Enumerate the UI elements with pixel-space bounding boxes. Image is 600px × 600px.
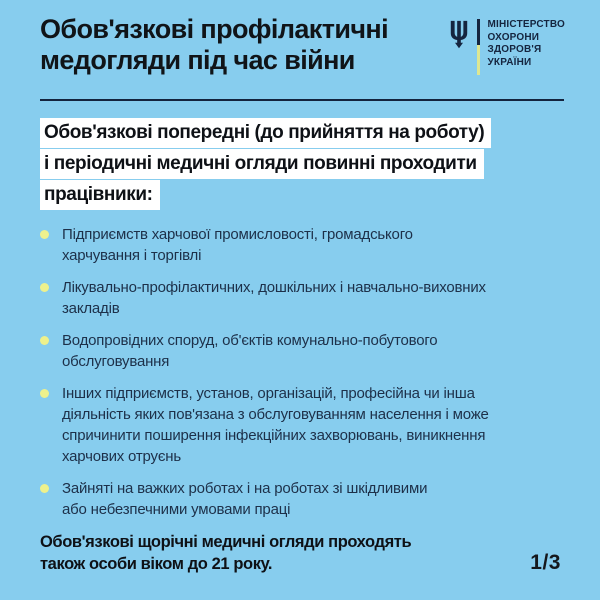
ministry-name-line-4: УКРАЇНИ xyxy=(487,56,532,68)
ministry-name-line-1: МІНІСТЕРСТВО xyxy=(487,19,565,30)
bullet-list xyxy=(40,224,565,520)
list-item xyxy=(40,478,565,520)
page-title xyxy=(40,14,388,76)
list-item xyxy=(40,224,565,266)
bullet-text: Водопровідних споруд, об'єктів комунально-побутового обслуговування xyxy=(62,332,438,370)
ukraine-trident-icon xyxy=(448,20,470,75)
page-title-line-1: Обов'язкові профілактичні xyxy=(40,14,389,44)
bullet-dot-icon xyxy=(40,283,49,292)
bullet-text: Інших підприємств, установ, організацій, професійна чи інша діяльність яких пов'язана з обслуговуванням населення і може спричинити поширення інфекційних захворювань, виникнення харчових отруєнь xyxy=(62,385,489,465)
bullet-dot-icon xyxy=(40,336,49,345)
subtitle-line-3: працівники: xyxy=(40,180,160,210)
page-indicator: 1/3 xyxy=(530,551,561,574)
bullet-dot-icon xyxy=(40,484,49,493)
bullet-text: Зайняті на важких роботах і на роботах зі шкідливими або небезпечними умовами праці xyxy=(62,480,428,518)
footer-note-line-2: також особи віком до 21 року. xyxy=(40,555,273,573)
list-item xyxy=(40,330,565,372)
subtitle-line-1: Обов'язкові попередні (до прийняття на роботу) xyxy=(40,118,491,148)
footer-note-line-1: Обов'язкові щорічні медичні огляди проходять xyxy=(40,533,412,551)
bullet-dot-icon xyxy=(40,389,49,398)
header-divider xyxy=(40,99,564,101)
footer xyxy=(40,531,565,575)
ministry-name-line-2: ОХОРОНИ xyxy=(487,31,540,43)
header xyxy=(40,14,565,76)
page-title-line-2: медогляди під час війни xyxy=(40,45,355,75)
ministry-name-line-3: ЗДОРОВ'Я xyxy=(487,44,542,55)
list-item xyxy=(40,383,565,467)
ministry-name xyxy=(487,19,565,75)
list-item xyxy=(40,277,565,319)
footer-note xyxy=(40,531,411,575)
bullet-text: Підприємств харчової промисловості, громадського харчування і торгівлі xyxy=(62,226,413,264)
bullet-dot-icon xyxy=(40,230,49,239)
bullet-text: Лікувально-профілактичних, дошкільних і навчально-виховних закладів xyxy=(62,279,486,317)
subtitle-line-2: і періодичні медичні огляди повинні проходити xyxy=(40,149,484,179)
logo-divider-bar xyxy=(477,19,480,75)
ministry-logo xyxy=(448,19,565,75)
subtitle xyxy=(40,118,565,211)
